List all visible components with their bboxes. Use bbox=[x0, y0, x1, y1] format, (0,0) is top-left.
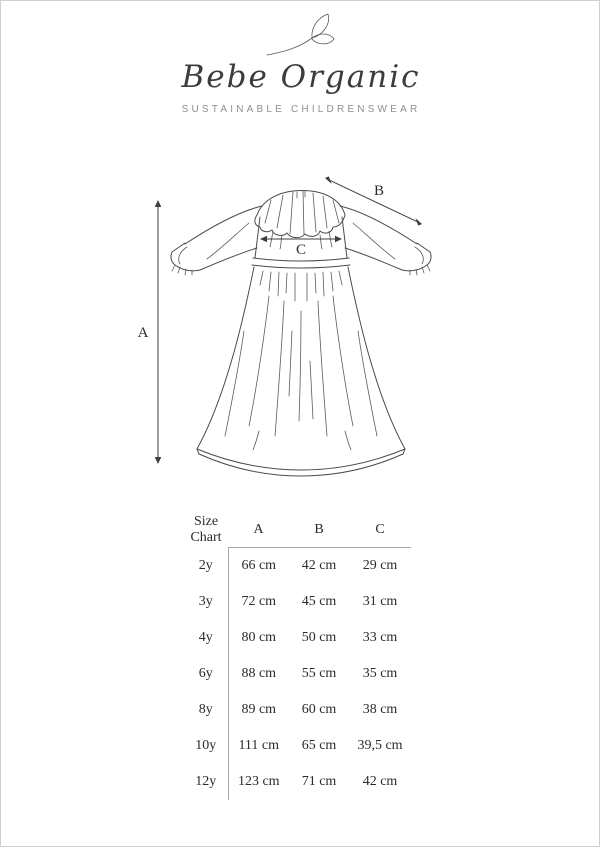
measurement-b-cell: 60 cm bbox=[301, 702, 337, 717]
size-label-cell: 4y bbox=[184, 620, 228, 656]
measurement-b-cell: 55 cm bbox=[301, 666, 337, 681]
dress-measurement-diagram bbox=[1, 1, 600, 521]
measure-c-label: C bbox=[295, 242, 307, 258]
measurement-c-cell: 35 cm bbox=[362, 666, 398, 681]
size-chart-table bbox=[184, 512, 411, 800]
brand-tagline: SUSTAINABLE CHILDRENSWEAR bbox=[181, 104, 421, 115]
measurement-a-cell: 123 cm bbox=[237, 774, 280, 789]
waistband bbox=[252, 258, 350, 268]
measurement-c-cell: 39,5 cm bbox=[357, 738, 403, 753]
measurement-b-cell: 71 cm bbox=[301, 774, 337, 789]
table-row bbox=[184, 620, 411, 656]
skirt bbox=[197, 267, 405, 476]
measurement-a-cell: 88 cm bbox=[241, 666, 277, 681]
left-sleeve bbox=[171, 206, 262, 275]
brand-logo-text: Bebe Organic bbox=[181, 59, 421, 95]
measurement-b-cell: 45 cm bbox=[301, 594, 337, 609]
measure-c-arrow bbox=[260, 236, 342, 258]
collar-ruffle bbox=[255, 191, 345, 238]
table-row bbox=[184, 548, 411, 585]
table-row bbox=[184, 692, 411, 728]
size-label-cell: 6y bbox=[184, 656, 228, 692]
column-header-c: C bbox=[349, 512, 411, 548]
size-chart-header-row bbox=[184, 512, 411, 548]
size-label-cell: 2y bbox=[184, 548, 228, 585]
size-chart-section bbox=[184, 512, 411, 800]
size-label-cell: 3y bbox=[184, 584, 228, 620]
dress-sketch bbox=[1, 1, 600, 521]
measurement-c-cell: 38 cm bbox=[362, 702, 398, 717]
measurement-a-cell: 89 cm bbox=[241, 702, 277, 717]
measurement-a-cell: 72 cm bbox=[241, 594, 277, 609]
table-row bbox=[184, 764, 411, 800]
right-sleeve bbox=[340, 206, 431, 275]
measurement-c-cell: 42 cm bbox=[362, 774, 398, 789]
measurement-c-cell: 31 cm bbox=[362, 594, 398, 609]
measurement-a-cell: 66 cm bbox=[241, 558, 277, 573]
column-header-a: A bbox=[228, 512, 289, 548]
size-label-cell: 10y bbox=[184, 728, 228, 764]
measurement-a-cell: 111 cm bbox=[238, 738, 280, 753]
measurement-c-cell: 29 cm bbox=[362, 558, 398, 573]
column-header-b: B bbox=[289, 512, 349, 548]
measurement-b-cell: 65 cm bbox=[301, 738, 337, 753]
table-row bbox=[184, 656, 411, 692]
size-chart-title-line1: Size bbox=[193, 514, 219, 530]
size-label-cell: 8y bbox=[184, 692, 228, 728]
measure-a-arrow bbox=[138, 200, 162, 464]
size-table-body bbox=[184, 548, 411, 801]
table-row bbox=[184, 584, 411, 620]
measurement-c-cell: 33 cm bbox=[362, 630, 398, 645]
size-label-cell: 12y bbox=[184, 764, 228, 800]
measure-b-label: B bbox=[373, 183, 385, 199]
measure-a-label: A bbox=[137, 325, 149, 341]
measurement-b-cell: 50 cm bbox=[301, 630, 337, 645]
table-row bbox=[184, 728, 411, 764]
size-chart-title bbox=[184, 512, 228, 548]
size-chart-title-line2: Chart bbox=[190, 529, 222, 545]
measurement-a-cell: 80 cm bbox=[241, 630, 277, 645]
measurement-b-cell: 42 cm bbox=[301, 558, 337, 573]
